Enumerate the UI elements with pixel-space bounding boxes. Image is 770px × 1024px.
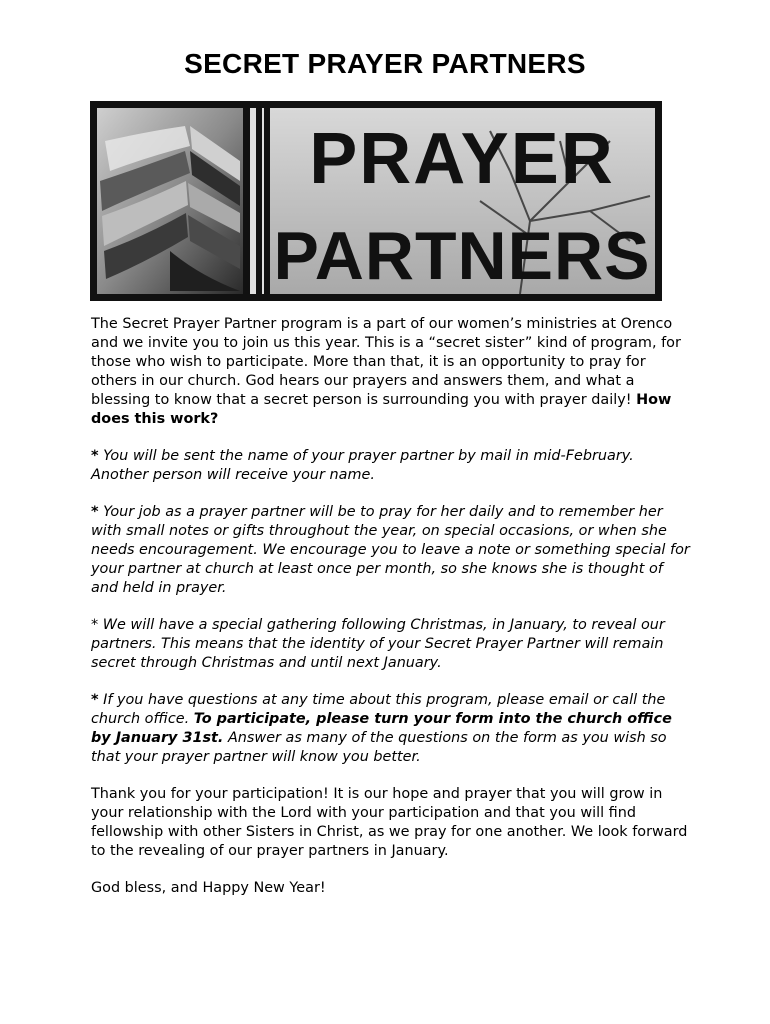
bullet-star: * bbox=[91, 617, 99, 633]
bullet-star: * bbox=[91, 504, 99, 520]
page-title: SECRET PRAYER PARTNERS bbox=[184, 48, 586, 79]
prayer-partners-banner bbox=[90, 101, 662, 301]
bullet-paragraph bbox=[91, 503, 691, 598]
questions-after-text: Answer as many of the questions on the form as you wish so that your prayer partner will know you better. bbox=[91, 730, 667, 765]
intro-paragraph bbox=[91, 315, 691, 429]
participation-deadline: To participate, please turn your form into the church office by January 31st. bbox=[91, 711, 672, 746]
bullet-text: You will be sent the name of your prayer partner by mail in mid-February. Another person will receive your name. bbox=[91, 448, 634, 483]
bullet-paragraph bbox=[91, 447, 691, 485]
body-text bbox=[91, 315, 691, 916]
questions-paragraph bbox=[91, 691, 691, 767]
banner-text-panel bbox=[270, 108, 655, 294]
intro-text: The Secret Prayer Partner program is a part of our women’s ministries at Orenco and we invite you to join us this year. This is a “secret sister” kind of program, for those who wish to participate. More than that, it is an opportunity to pray for others in our church. God hears our prayers and answers them, and what a blessing to know that a secret person is surrounding you with prayer daily! bbox=[91, 316, 681, 408]
questions-text: If you have questions at any time about this program, please email or call the church office. bbox=[91, 692, 666, 727]
thanks-paragraph: Thank you for your participation! It is our hope and prayer that you will grow in your relationship with the Lord with your participation and that you will find fellowship with other Sisters in Christ, as we pray for one another. We look forward to the revealing of our prayer partners in January. bbox=[91, 786, 688, 859]
bullet-text: We will have a special gathering following Christmas, in January, to reveal our partners. This means that the identity of your Secret Prayer Partner will remain secret through Christmas and until next January. bbox=[91, 617, 665, 671]
closing-line: God bless, and Happy New Year! bbox=[91, 880, 326, 896]
bullet-text: Your job as a prayer partner will be to pray for her daily and to remember her with small notes or gifts throughout the year, on special occasions, or when she needs encouragement. We encourage you to leave a note or something special for your partner at church at least once per month, so she knows she is thought of and held in prayer. bbox=[91, 504, 690, 596]
intro-question: How does this work? bbox=[91, 392, 672, 427]
bullet-star: * bbox=[91, 448, 99, 464]
praying-hands-photo bbox=[97, 108, 243, 294]
bullet-star: * bbox=[91, 692, 99, 708]
bullet-paragraph bbox=[91, 616, 691, 673]
banner-line-prayer: PRAYER bbox=[309, 119, 615, 199]
banner-line-partners: PARTNERS bbox=[273, 218, 651, 294]
